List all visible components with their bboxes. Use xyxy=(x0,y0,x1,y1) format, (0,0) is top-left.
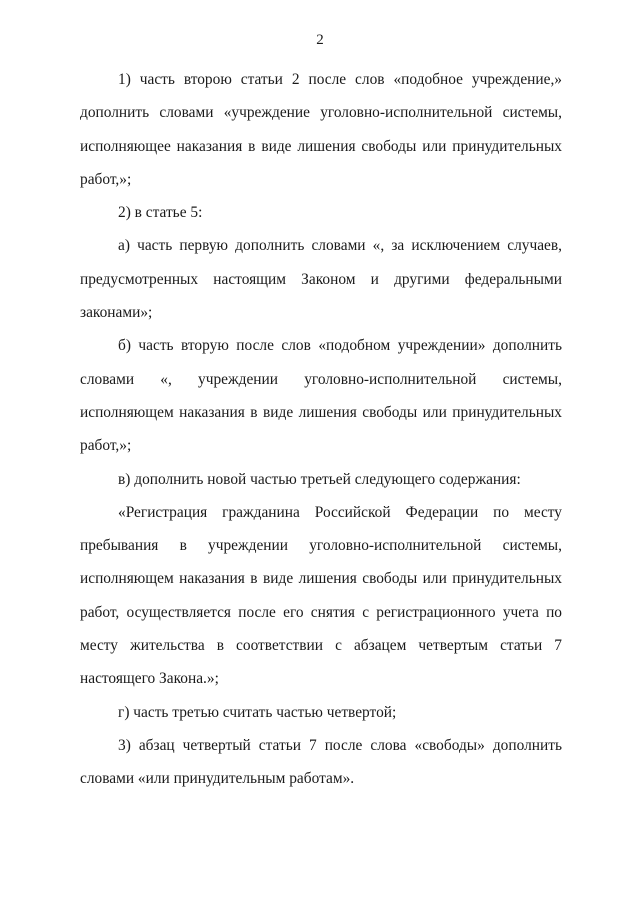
paragraph-item-1: 1) часть второю статьи 2 после слов «подобное учреждение,» дополнить словами «учреждение уголовно-исполнительной системы, исполняющее наказания в виде лишения свободы или принудительных работ,»; xyxy=(80,71,562,188)
page-number: 2 xyxy=(316,32,324,48)
paragraph-subitem-v: в) дополнить новой частью третьей следующего содержания: xyxy=(118,470,521,488)
paragraph-item-2: 2) в статье 5: xyxy=(118,204,203,222)
paragraph-subitem-g: г) часть третью считать частью четвертой; xyxy=(118,703,397,721)
paragraph-quoted-text: «Регистрация гражданина Российской Федерации по месту пребывания в учреждении уголовно-исполнительной системы, исполняющем наказания в виде лишения свободы или принудительных работ, осуществляется после его снятия с регистрационного учета по месту жительства в соответствии с абзацем четвертым статьи 7 настоящего Закона.»; xyxy=(80,503,562,688)
paragraph-item-3: 3) абзац четвертый статьи 7 после слова «свободы» дополнить словами «или принудительным работам». xyxy=(80,736,562,788)
document-body xyxy=(80,63,562,796)
paragraph-subitem-b: б) часть вторую после слов «подобном учреждении» дополнить словами «, учреждении уголовно-исполнительной системы, исполняющем наказания в виде лишения свободы или принудительных работ,»; xyxy=(80,337,562,455)
paragraph-subitem-a: а) часть первую дополнить словами «, за исключением случаев, предусмотренных настоящим Законом и другими федеральными законами»; xyxy=(80,237,562,322)
